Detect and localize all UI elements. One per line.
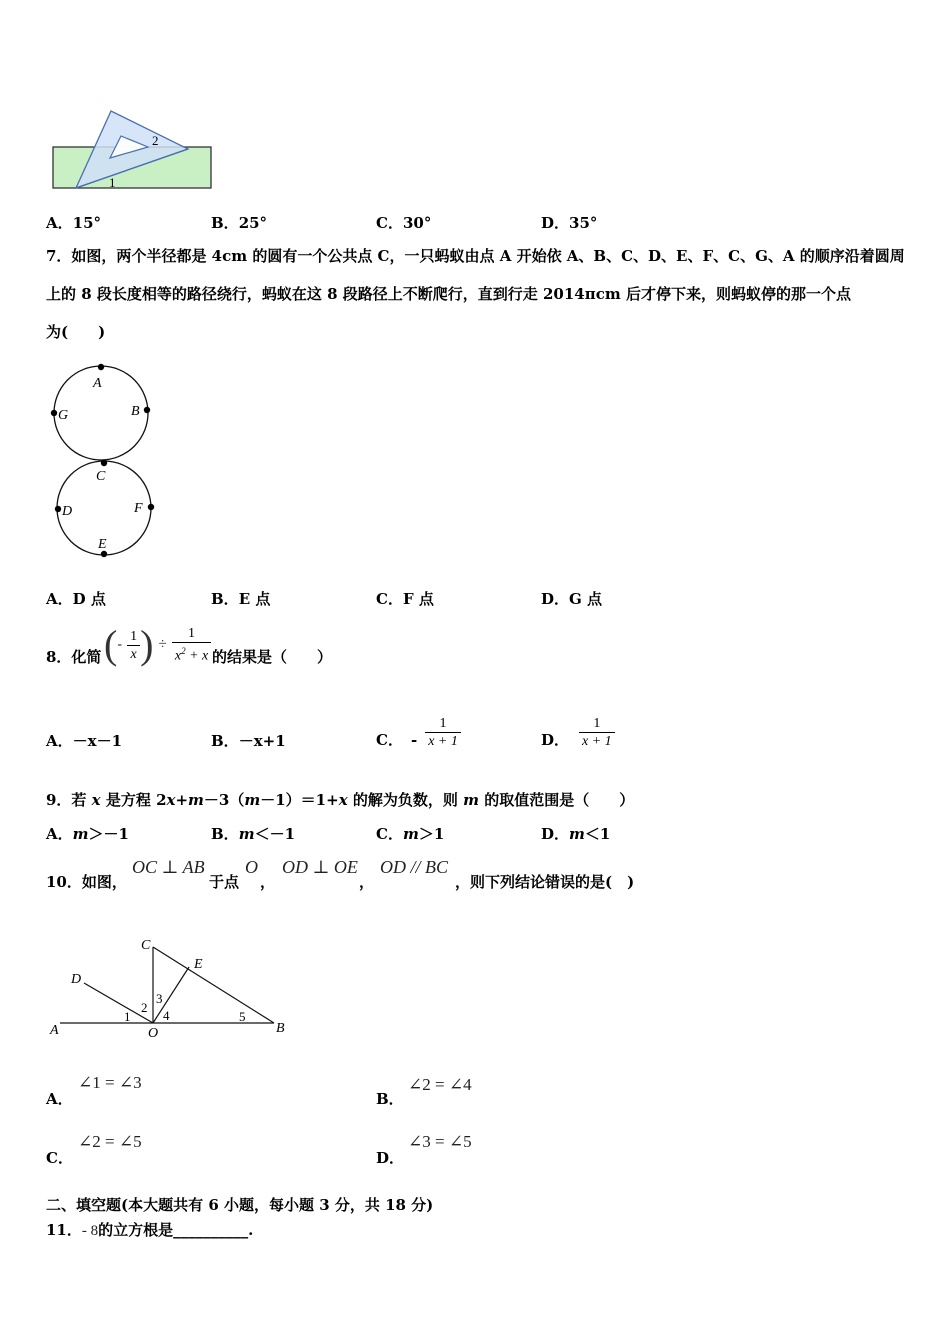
q10-label-angle-1: 1 [124,1009,131,1024]
q8-expression: (- $\frac{1}{x}$ ) ÷ $\frac{1}{x^2 + x}$ [104,623,211,667]
q10-prefix: 10．如图， [46,873,127,891]
q10-label-angle-3: 3 [156,991,163,1006]
q10-mid-text: 于点 [209,873,240,891]
q7-option-d[interactable]: D．G 点 [541,590,603,608]
q10-option-a-expr[interactable]: ∠1 = ∠3 [78,1073,142,1092]
q8-prefix: 8．化简 [46,648,102,666]
q10-label-a: A [50,1023,59,1038]
q10-option-b-expr[interactable]: ∠2 = ∠4 [408,1075,472,1094]
q6-option-d[interactable]: D．35° [541,214,598,232]
q10-expr-od-parallel-bc: OD // BC [380,857,449,877]
q10-label-angle-5: 5 [239,1009,246,1024]
q7-option-b[interactable]: B．E 点 [211,590,271,608]
q11-expr: - 8 [81,1223,99,1239]
q10-comma-1: ， [260,873,276,891]
q10-label-c: C [141,938,151,953]
q8-option-a[interactable]: A．－x－1 [46,732,123,750]
q7-label-a: A [93,376,102,391]
q10-label-angle-4: 4 [163,1008,170,1023]
q6-label-1: 1 [109,175,116,190]
q6-label-2: 2 [152,133,159,148]
q7-label-e: E [98,537,107,552]
q9-option-b[interactable]: B．m＜－1 [211,825,295,843]
q7-label-f: F [134,501,143,516]
q7-text-line1: 7．如图，两个半径都是 4cm 的圆有一个公共点 C，一只蚂蚁由点 A 开始依 A、B、C、D、E、F、C、G、A 的顺序沿着圆周 [46,247,905,265]
q10-option-c-expr[interactable]: ∠2 = ∠5 [78,1132,142,1151]
q8-option-d[interactable]: D． $\frac{1}{x + 1}$ [541,704,615,750]
q7-option-a[interactable]: A．D 点 [46,590,106,608]
q10-option-c-letter[interactable]: C． [46,1149,73,1167]
q8-suffix: 的结果是（ ） [212,648,333,666]
q9-text: 9．若 x 是方程 2x+m－3（m－1）＝1+x 的解为负数，则 m 的取值范围是（ ） [46,791,635,809]
q6-option-a[interactable]: A．15° [46,214,102,232]
q6-option-c[interactable]: C．30° [376,214,432,232]
q7-label-c: C [96,469,106,484]
q10-expr-oc-perp-ab: OC ⊥ AB [132,857,205,877]
section2-title: 二、填空题(本大题共有 6 小题，每小题 3 分，共 18 分) [46,1196,434,1214]
q10-label-b: B [276,1021,285,1036]
q11-answer-blank[interactable]: __________ [173,1221,249,1239]
q8-option-b[interactable]: B．－x+1 [211,732,286,750]
q10-suffix: ，则下列结论错误的是( ) [455,873,635,891]
q9-option-d[interactable]: D．m＜1 [541,825,611,843]
q6-triangle-ruler-figure [48,105,218,195]
q10-expr-od-perp-oe: OD ⊥ OE [282,857,358,877]
q11-line: 11．- 8的立方根是__________. [46,1221,254,1239]
q7-option-c[interactable]: C．F 点 [376,590,434,608]
q10-label-o: O [148,1026,159,1041]
q10-label-e: E [194,957,203,972]
q10-geometry-figure [44,933,294,1043]
q7-two-circles-figure [40,355,170,575]
q10-option-a-letter[interactable]: A． [46,1090,73,1108]
q10-expr-o: O [245,857,258,877]
q9-option-c[interactable]: C．m＞1 [376,825,445,843]
q9-option-a[interactable]: A．m＞－1 [46,825,129,843]
q10-label-angle-2: 2 [141,1000,148,1015]
q7-text-line2: 上的 8 段长度相等的路径绕行，蚂蚁在这 8 段路径上不断爬行，直到行走 2014πcm 后才停下来，则蚂蚁停的那一个点 [46,285,851,303]
q6-option-b[interactable]: B．25° [211,214,268,232]
q10-option-d-expr[interactable]: ∠3 = ∠5 [408,1132,472,1151]
q7-label-d: D [62,504,73,519]
q7-label-g: G [58,408,69,423]
q7-label-b: B [131,404,140,419]
q10-option-d-letter[interactable]: D． [376,1149,405,1167]
q7-text-line3: 为( ) [46,323,106,341]
q10-comma-2: ， [359,873,375,891]
q8-option-c[interactable]: C． - $\frac{1}{x + 1}$ [376,704,461,750]
q10-option-b-letter[interactable]: B． [376,1090,404,1108]
q10-label-d: D [71,972,82,987]
